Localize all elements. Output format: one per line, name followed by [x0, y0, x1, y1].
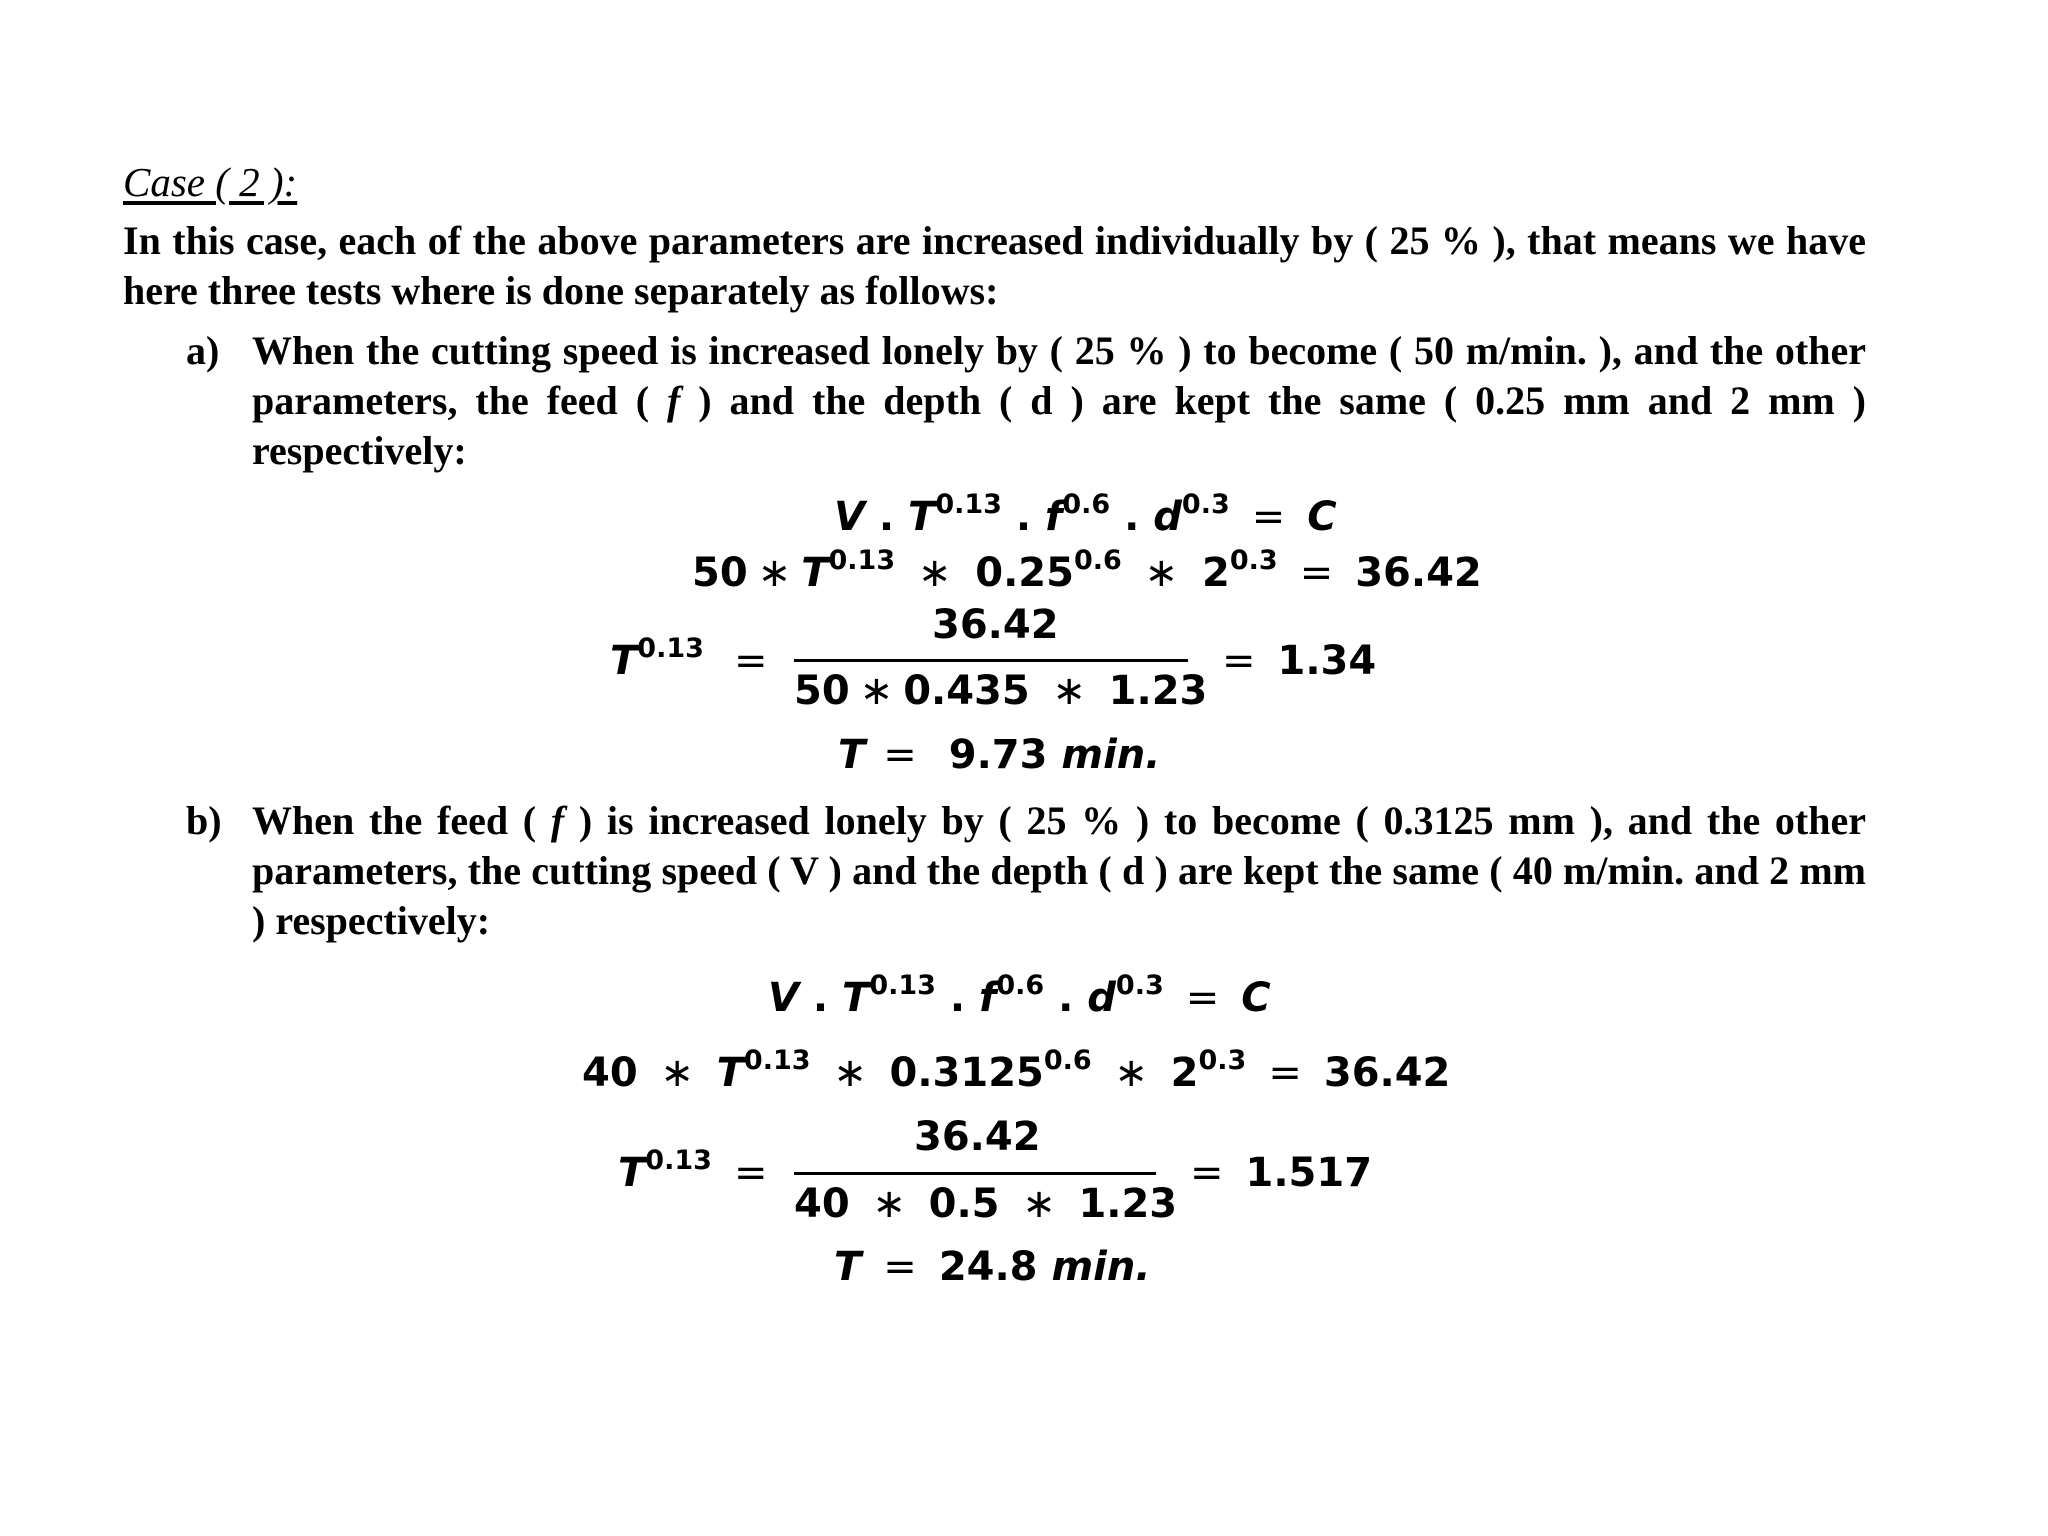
equals-sign: = [734, 638, 768, 684]
item-a-text [252, 326, 1866, 476]
feed-symbol: f [550, 798, 565, 843]
item-a-marker: a) [186, 328, 220, 373]
equation-a-substituted: 50 ∗ $T^{0.13}$ ∗ $0.25^{0.6}$ ∗ $2^{0.3} = 36.42$ [692, 545, 1482, 596]
equation-a-tool-life: T = 9.73 min. [838, 732, 1161, 778]
equation-b-lhs: $T^{0.13}$ [618, 1145, 712, 1196]
equation-a-general: V . $T^{0.13}$ . $f^{0.6}$ . $d^{0.3} = C$ [834, 489, 1337, 540]
equation-a-result: = 1.34 [1222, 638, 1377, 684]
equation-b-general: V . $T^{0.13}$ . $f^{0.6}$ . $d^{0.3} = C$ [768, 970, 1271, 1021]
fraction-a-denominator: 50 ∗ 0.435 ∗ 1.23 [794, 668, 1208, 714]
fraction-b-numerator: 36.42 [914, 1114, 1041, 1160]
item-b-text [252, 796, 1866, 946]
item-b-text-start: When the feed ( [252, 798, 537, 843]
equation-b-tool-life: T = 24.8 min. [834, 1244, 1151, 1290]
item-a-text-end: ) and the depth ( d ) are kept the same ( 0.25 mm and 2 mm ) respectively: [252, 378, 1867, 473]
fraction-a-numerator: 36.42 [932, 602, 1059, 648]
intro-paragraph: In this case, each of the above parameters are increased individually by ( 25 % ), that means we have here three tests where is done separately as follows: [123, 218, 1866, 313]
item-b-marker: b) [186, 798, 222, 843]
feed-symbol: f [667, 378, 681, 423]
equation-a-lhs: $T^{0.13}$ [610, 633, 704, 684]
equation-b-substituted: 40 ∗ $T^{0.13}$ ∗ $0.3125^{0.6}$ ∗ $2^{0.3} = 36.42$ [582, 1045, 1451, 1096]
equals-sign: = [734, 1150, 768, 1196]
fraction-a-bar [794, 659, 1188, 662]
fraction-b-denominator: 40 ∗ 0.5 ∗ 1.23 [794, 1181, 1178, 1227]
case-title: Case ( 2 ): [123, 159, 298, 205]
fraction-b-bar [794, 1172, 1156, 1175]
item-a-text-start: When the cutting speed is increased lonely by ( 25 % ) to become ( 50 m/min. ), and the other parameters, the feed ( [252, 328, 1866, 423]
equation-b-result: = 1.517 [1190, 1150, 1373, 1196]
item-b-text-end: ) is increased lonely by ( 25 % ) to become ( 0.3125 mm ), and the other parameters, the cutting speed ( V ) and the depth ( d ) are kept the same ( 40 m/min. and 2 mm ) respectively: [252, 798, 1866, 943]
